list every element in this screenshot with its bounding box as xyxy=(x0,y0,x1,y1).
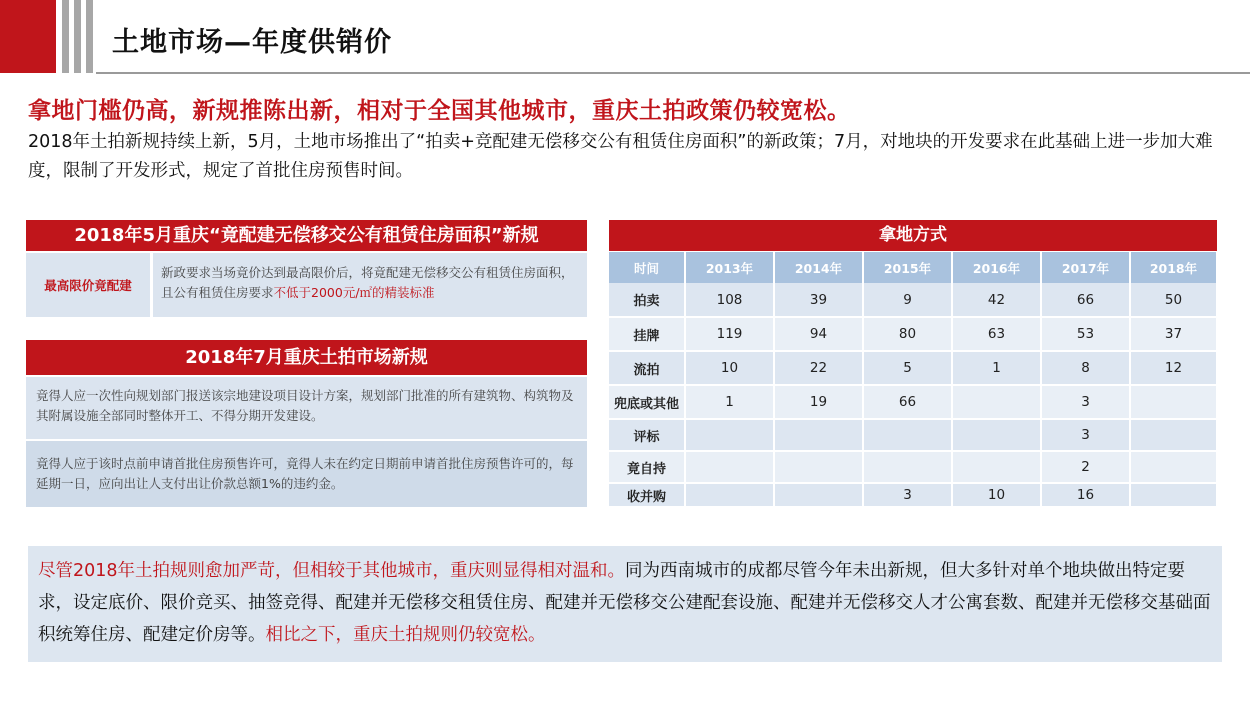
table-cell: 80 xyxy=(863,317,952,351)
table-cell: 50 xyxy=(1130,283,1217,317)
may-policy-row xyxy=(26,253,587,317)
table-cell xyxy=(952,419,1041,451)
table-cell xyxy=(863,419,952,451)
header-stripe xyxy=(74,0,81,73)
table-cell: 108 xyxy=(685,283,774,317)
table-cell xyxy=(774,483,863,507)
table-row xyxy=(609,385,1217,419)
row-header-cell: 兜底或其他 xyxy=(609,385,685,419)
may-policy-label: 最高限价竟配建 xyxy=(44,278,132,293)
summary-red-1: 尽管2018年土拍规则愈加严苛，但相较于其他城市，重庆则显得相对温和。 xyxy=(38,561,626,581)
table-cell: 9 xyxy=(863,283,952,317)
row-header-cell: 评标 xyxy=(609,419,685,451)
table-cell: 3 xyxy=(1041,385,1130,419)
table-cell: 19 xyxy=(774,385,863,419)
table-cell xyxy=(1130,483,1217,507)
summary-body: 同为西南城市的成都尽管今年未出新规，但大多针对单个地块做出特定要求，设定底价、限价竞买、抽签竞得、配建并无偿移交租赁住房、配建并无偿移交公建配套设施、配建并无偿移交人才公寓套数、配建并无偿移交基础面积统筹住房、配建定价房等。 xyxy=(38,561,1211,645)
table-row xyxy=(609,317,1217,351)
page-title: 土地市场—年度供销价 xyxy=(112,27,392,58)
row-header-cell: 挂牌 xyxy=(609,317,685,351)
table-cell: 16 xyxy=(1041,483,1130,507)
summary-red-2: 相比之下，重庆土拍规则仍较宽松。 xyxy=(265,625,546,645)
table-cell: 22 xyxy=(774,351,863,385)
header-stripe xyxy=(86,0,93,73)
table-cell xyxy=(685,451,774,483)
table-cell: 1 xyxy=(952,351,1041,385)
table-cell: 37 xyxy=(1130,317,1217,351)
table-cell xyxy=(863,451,952,483)
row-header-cell: 拍卖 xyxy=(609,283,685,317)
table-cell xyxy=(1130,451,1217,483)
table-header-row xyxy=(609,252,1217,283)
table-cell: 12 xyxy=(1130,351,1217,385)
table-cell xyxy=(952,385,1041,419)
table-cell: 1 xyxy=(685,385,774,419)
column-header: 2017年 xyxy=(1041,252,1130,283)
table-cell xyxy=(1130,385,1217,419)
table-cell xyxy=(774,419,863,451)
may-policy-title: 2018年5月重庆“竟配建无偿移交公有租赁住房面积”新规 xyxy=(26,220,587,251)
table-cell: 66 xyxy=(1041,283,1130,317)
table-cell xyxy=(774,451,863,483)
table-cell: 119 xyxy=(685,317,774,351)
table-row xyxy=(609,283,1217,317)
row-header-cell: 收并购 xyxy=(609,483,685,507)
table-cell xyxy=(1130,419,1217,451)
column-header: 2016年 xyxy=(952,252,1041,283)
table-cell: 3 xyxy=(863,483,952,507)
column-header: 2015年 xyxy=(863,252,952,283)
headline: 拿地门槛仍高，新规推陈出新，相对于全国其他城市，重庆土拍政策仍较宽松。 xyxy=(28,98,851,124)
table-cell: 63 xyxy=(952,317,1041,351)
table-cell: 2 xyxy=(1041,451,1130,483)
table-cell xyxy=(685,483,774,507)
table-row xyxy=(609,419,1217,451)
column-header: 时间 xyxy=(609,252,685,283)
table-cell xyxy=(952,451,1041,483)
row-header-cell: 竟自持 xyxy=(609,451,685,483)
header-red-block xyxy=(0,0,56,73)
table-cell xyxy=(685,419,774,451)
may-policy-text-plain: 新政要求当场竟价达到最高限价后，将竟配建无偿移交公有租赁住房面积，且公有租赁住房要求 xyxy=(161,265,574,300)
july-policy-item-1: 竟得人应一次性向规划部门报送该宗地建设项目设计方案，规划部门批准的所有建筑物、构筑物及其附属设施全部同时整体开工、不得分期开发建设。 xyxy=(26,377,587,439)
summary-box xyxy=(28,546,1222,662)
column-header: 2013年 xyxy=(685,252,774,283)
table-cell: 10 xyxy=(952,483,1041,507)
table-row xyxy=(609,451,1217,483)
table-cell: 94 xyxy=(774,317,863,351)
table-cell: 39 xyxy=(774,283,863,317)
row-header-cell: 流拍 xyxy=(609,351,685,385)
july-policy-title: 2018年7月重庆土拍市场新规 xyxy=(26,340,587,375)
header-divider xyxy=(96,72,1250,74)
table-cell: 8 xyxy=(1041,351,1130,385)
table-row xyxy=(609,351,1217,385)
table-row xyxy=(609,483,1217,507)
table-cell: 10 xyxy=(685,351,774,385)
table-cell: 5 xyxy=(863,351,952,385)
table-cell: 3 xyxy=(1041,419,1130,451)
may-policy-text xyxy=(153,253,587,317)
table-cell: 42 xyxy=(952,283,1041,317)
july-policy-item-2: 竟得人应于该时点前申请首批住房预售许可，竟得人未在约定日期前申请首批住房预售许可的，每延期一日，应向出让人支付出让价款总额1%的违约金。 xyxy=(26,441,587,507)
land-acquisition-table xyxy=(609,252,1218,508)
table-cell: 53 xyxy=(1041,317,1130,351)
table-cell: 66 xyxy=(863,385,952,419)
intro-paragraph: 2018年土拍新规持续上新，5月，土地市场推出了“拍卖+竞配建无偿移交公有租赁住房面积”的新政策；7月，对地块的开发要求在此基础上进一步加大难度，限制了开发形式，规定了首批住房预售时间。 xyxy=(28,132,1213,181)
header-stripe xyxy=(62,0,69,73)
column-header: 2018年 xyxy=(1130,252,1217,283)
may-policy-text-red: 不低于2000元/㎡的精装标准 xyxy=(273,285,435,300)
land-table-title: 拿地方式 xyxy=(609,220,1217,251)
column-header: 2014年 xyxy=(774,252,863,283)
